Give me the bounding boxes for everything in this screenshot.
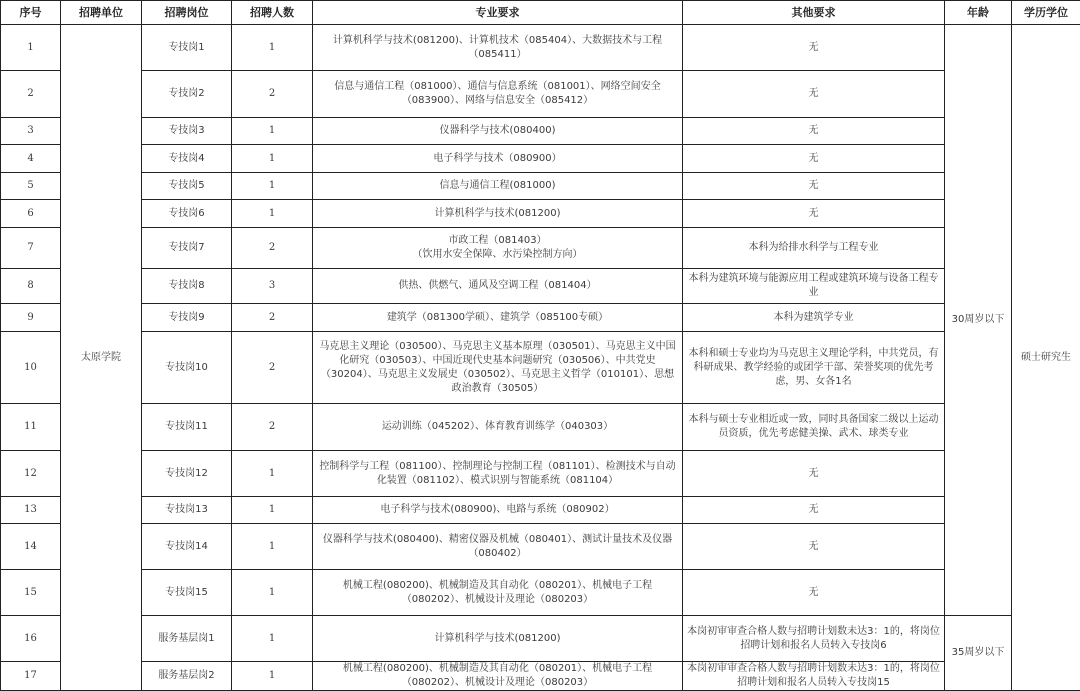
- row-no: 11: [1, 404, 61, 451]
- row-other: 无: [683, 173, 945, 200]
- row-post: 专技岗3: [142, 118, 232, 145]
- row-count: 1: [232, 200, 313, 228]
- table-row: [1, 145, 1080, 173]
- degree-cell: 硕士研究生: [1012, 25, 1080, 691]
- row-post: 专技岗7: [142, 228, 232, 269]
- row-no: 13: [1, 497, 61, 524]
- header-other: 其他要求: [683, 1, 945, 25]
- row-no: 8: [1, 269, 61, 304]
- header-age: 年龄: [945, 1, 1012, 25]
- row-other: 本科为建筑学专业: [683, 304, 945, 332]
- row-no: 2: [1, 71, 61, 118]
- row-no: 5: [1, 173, 61, 200]
- row-major: 仪器科学与技术(080400): [313, 118, 683, 145]
- table-row: [1, 173, 1080, 200]
- age-cell-35: 35周岁以下: [945, 616, 1012, 691]
- table-row: [1, 332, 1080, 404]
- row-other: 无: [683, 200, 945, 228]
- header-unit: 招聘单位: [61, 1, 142, 25]
- table-row: [1, 616, 1080, 662]
- row-major: 建筑学（081300学硕）、建筑学（085100专硕）: [313, 304, 683, 332]
- row-major: 电子科学与技术(080900)、电路与系统（080902）: [313, 497, 683, 524]
- row-post: 专技岗1: [142, 25, 232, 71]
- header-post: 招聘岗位: [142, 1, 232, 25]
- table-row: [1, 497, 1080, 524]
- row-other: 无: [683, 71, 945, 118]
- row-post: 服务基层岗1: [142, 616, 232, 662]
- table-row: [1, 71, 1080, 118]
- row-post: 专技岗11: [142, 404, 232, 451]
- row-count: 1: [232, 616, 313, 662]
- table-row: [1, 662, 1080, 691]
- row-other: 无: [683, 524, 945, 570]
- table-row: [1, 118, 1080, 145]
- row-major: 电子科学与技术（080900）: [313, 145, 683, 173]
- row-post: 专技岗14: [142, 524, 232, 570]
- row-major: 信息与通信工程(081000): [313, 173, 683, 200]
- row-post: 服务基层岗2: [142, 662, 232, 691]
- row-post: 专技岗12: [142, 451, 232, 497]
- row-post: 专技岗10: [142, 332, 232, 404]
- row-major: 计算机科学与技术(081200): [313, 616, 683, 662]
- row-other: 无: [683, 118, 945, 145]
- row-count: 2: [232, 332, 313, 404]
- row-post: 专技岗5: [142, 173, 232, 200]
- row-post: 专技岗2: [142, 71, 232, 118]
- row-major: 计算机科学与技术(081200): [313, 200, 683, 228]
- row-post: 专技岗15: [142, 570, 232, 616]
- row-no: 9: [1, 304, 61, 332]
- header-major: 专业要求: [313, 1, 683, 25]
- row-count: 1: [232, 173, 313, 200]
- row-no: 1: [1, 25, 61, 71]
- row-major: [313, 228, 683, 269]
- row-no: 12: [1, 451, 61, 497]
- row-count: 1: [232, 25, 313, 71]
- major-line-1: 市政工程（081403）: [316, 234, 679, 248]
- row-no: 4: [1, 145, 61, 173]
- row-major: 供热、供燃气、通风及空调工程（081404）: [313, 269, 683, 304]
- row-no: 15: [1, 570, 61, 616]
- table-row: [1, 524, 1080, 570]
- row-count: 2: [232, 228, 313, 269]
- age-cell-30: 30周岁以下: [945, 25, 1012, 616]
- row-post: 专技岗13: [142, 497, 232, 524]
- table-row: [1, 25, 1080, 71]
- row-post: 专技岗9: [142, 304, 232, 332]
- row-other: 本科和硕士专业均为马克思主义理论学科，中共党员，有科研成果、教学经验的或团学干部、荣誉奖项的优先考虑，男、女各1名: [683, 332, 945, 404]
- row-no: 14: [1, 524, 61, 570]
- row-other: 无: [683, 497, 945, 524]
- row-count: 2: [232, 304, 313, 332]
- row-count: 1: [232, 662, 313, 691]
- row-major: 信息与通信工程（081000）、通信与信息系统（081001）、网络空间安全（083900）、网络与信息安全（085412）: [313, 71, 683, 118]
- row-no: 10: [1, 332, 61, 404]
- table-row: [1, 269, 1080, 304]
- row-other: 无: [683, 451, 945, 497]
- row-post: 专技岗4: [142, 145, 232, 173]
- header-no: 序号: [1, 1, 61, 25]
- row-count: 3: [232, 269, 313, 304]
- row-count: 1: [232, 451, 313, 497]
- row-major: 机械工程(080200)、机械制造及其自动化（080201）、机械电子工程（080202）、机械设计及理论（080203）: [313, 662, 683, 691]
- row-no: 7: [1, 228, 61, 269]
- table-row: [1, 200, 1080, 228]
- table-row: [1, 451, 1080, 497]
- row-count: 2: [232, 71, 313, 118]
- row-major: 运动训练（045202）、体育教育训练学（040303）: [313, 404, 683, 451]
- row-count: 1: [232, 570, 313, 616]
- table-row: [1, 570, 1080, 616]
- row-other: 本科为建筑环境与能源应用工程或建筑环境与设备工程专业: [683, 269, 945, 304]
- row-other: 本岗初审审查合格人数与招聘计划数未达3：1的，将岗位招聘计划和报名人员转入专技岗6: [683, 616, 945, 662]
- table-row: [1, 228, 1080, 269]
- row-no: 3: [1, 118, 61, 145]
- header-count: 招聘人数: [232, 1, 313, 25]
- row-count: 2: [232, 404, 313, 451]
- row-no: 17: [1, 662, 61, 691]
- row-other: 无: [683, 570, 945, 616]
- row-no: 6: [1, 200, 61, 228]
- row-major: 仪器科学与技术(080400)、精密仪器及机械（080401）、测试计量技术及仪器（080402）: [313, 524, 683, 570]
- row-no: 16: [1, 616, 61, 662]
- header-degree: 学历学位: [1012, 1, 1080, 25]
- row-major: 计算机科学与技术(081200)、计算机技术（085404）、大数据技术与工程（085411）: [313, 25, 683, 71]
- row-other: 本科与硕士专业相近或一致，同时具备国家二级以上运动员资质，优先考虑健美操、武术、球类专业: [683, 404, 945, 451]
- row-count: 1: [232, 524, 313, 570]
- row-other: 无: [683, 145, 945, 173]
- table-row: [1, 404, 1080, 451]
- row-other: 本科为给排水科学与工程专业: [683, 228, 945, 269]
- row-major: 机械工程(080200)、机械制造及其自动化（080201）、机械电子工程（080202）、机械设计及理论（080203）: [313, 570, 683, 616]
- row-count: 1: [232, 118, 313, 145]
- row-other: 无: [683, 25, 945, 71]
- row-post: 专技岗8: [142, 269, 232, 304]
- row-major: 马克思主义理论（030500）、马克思主义基本原理（030501）、马克思主义中国化研究（030503）、中国近现代史基本问题研究（030506）、中共党史（30204）、马克思主义发展史（030502）、马克思主义哲学（010101）、思想政治教育（30505）: [313, 332, 683, 404]
- header-row: [1, 1, 1080, 25]
- unit-cell: 太原学院: [61, 25, 142, 691]
- row-post: 专技岗6: [142, 200, 232, 228]
- major-line-2: （饮用水安全保障、水污染控制方向）: [316, 248, 679, 262]
- row-major: 控制科学与工程（081100）、控制理论与控制工程（081101）、检测技术与自动化装置（081102）、模式识别与智能系统（081104）: [313, 451, 683, 497]
- row-count: 1: [232, 497, 313, 524]
- table-row: [1, 304, 1080, 332]
- row-count: 1: [232, 145, 313, 173]
- row-other: 本岗初审审查合格人数与招聘计划数未达3：1的，将岗位招聘计划和报名人员转入专技岗15: [683, 662, 945, 691]
